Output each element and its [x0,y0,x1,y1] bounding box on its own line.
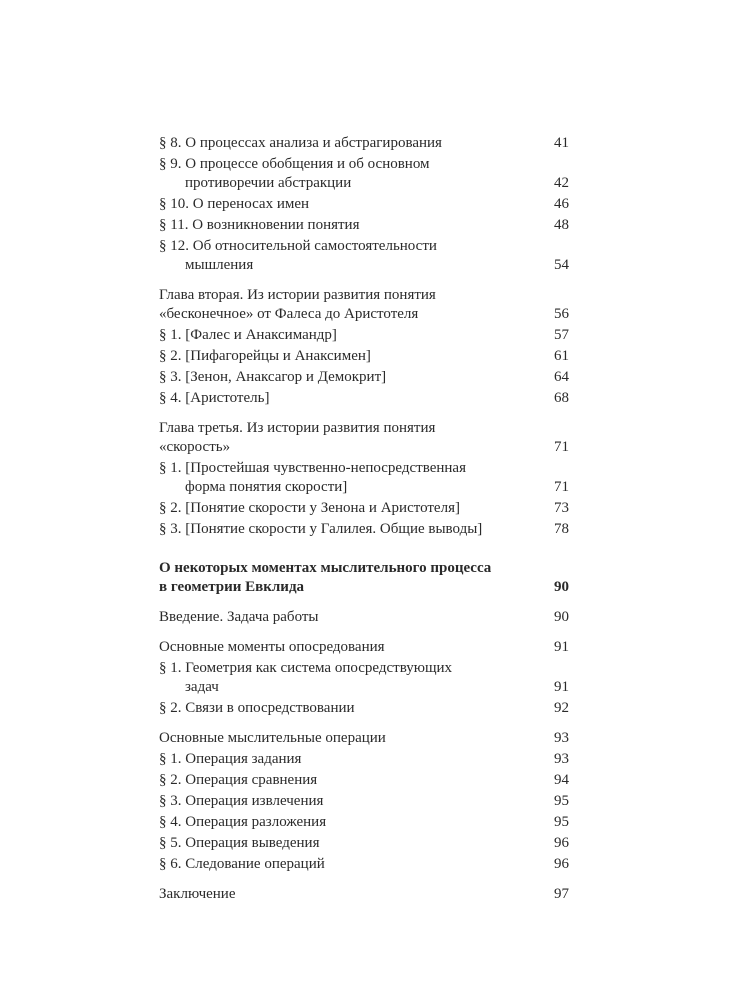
toc-entry-title: § 8. О процессах анализа и абстрагирования [159,135,442,151]
toc-entry [159,237,569,275]
toc-entry-title: Заключение [159,886,236,902]
toc-entry [159,326,569,345]
toc-entry-title: § 2. Операция сравнения [159,772,318,788]
toc-entry-title: § 3. [Зенон, Анаксагор и Демокрит] [159,369,387,385]
toc-chapter-entry [159,286,569,324]
toc-entry-page: 54 [554,257,569,273]
section-gap [159,599,569,608]
section-gap [159,277,569,286]
toc-entry-title: Основные моменты опосредования [159,639,385,655]
toc-entry-page: 46 [554,196,569,212]
toc-entry-page: 90 [554,609,569,625]
toc-entry-title-line2: форма понятия скорости] [185,479,348,495]
toc-entry-page: 95 [554,814,569,830]
toc-chapter-entry [159,419,569,457]
toc-entry-page: 42 [554,175,569,191]
section-gap [159,876,569,885]
toc-entry [159,813,569,832]
toc-entry-title-line2: задач [185,679,219,695]
toc-entry-title: § 2. Связи в опосредствовании [159,700,355,716]
toc-entry-page: 73 [554,500,569,516]
toc-entry-page: 96 [554,835,569,851]
toc-entry [159,885,569,904]
toc-entry-page: 64 [554,369,569,385]
toc-entry-title [159,286,545,324]
toc-entry-page: 93 [554,751,569,767]
toc-entry-page: 97 [554,886,569,902]
toc-entry [159,368,569,387]
toc-entry-page: 96 [554,856,569,872]
toc-entry-title: § 1. [Фалес и Анаксимандр] [159,327,337,343]
toc-entry [159,771,569,790]
toc-entry [159,389,569,408]
toc-entry-title-line2: мышления [185,257,254,273]
toc-entry-title: § 6. Следование операций [159,856,325,872]
toc-entry-page: 71 [554,439,569,455]
toc-entry-title-line1: § 1. Геометрия как система опосредствующих [159,660,453,676]
toc-entry-title: Введение. Задача работы [159,609,319,625]
toc-entry-title-line1: § 9. О процессе обобщения и об основном [159,156,430,172]
toc-entry-page: 92 [554,700,569,716]
toc-entry-title-line1: Глава третья. Из истории развития понятия [159,420,436,436]
toc-entry [159,638,569,657]
toc-entry [159,347,569,366]
toc-entry [159,499,569,518]
toc-entry-title-line1: Глава вторая. Из истории развития понятия [159,287,436,303]
toc-entry-title-line2: в геометрии Евклида [159,579,305,595]
toc-entry-title: § 10. О переносах имен [159,196,310,212]
toc-entry-title-line2: противоречии абстракции [185,175,352,191]
toc-entry-page: 91 [554,679,569,695]
toc-entry [159,459,569,497]
toc-entry [159,750,569,769]
toc-entry-title-line1: § 1. [Простейшая чувственно-непосредственная [159,460,466,476]
toc-entry-page: 56 [554,306,569,322]
toc-entry [159,216,569,235]
toc-entry [159,195,569,214]
toc-entry-title: § 4. Операция разложения [159,814,327,830]
toc-entry-title: § 2. [Пифагорейцы и Анаксимен] [159,348,371,364]
section-gap [159,720,569,729]
toc-entry-page: 48 [554,217,569,233]
toc-entry-title [159,419,545,457]
section-gap [159,410,569,419]
toc-entry-title [159,659,545,697]
toc-entry [159,699,569,718]
toc-entry [159,659,569,697]
toc-entry-title-line1: § 12. Об относительной самостоятельности [159,238,437,254]
toc-entry-title [159,559,545,597]
toc-entry-title-line1: О некоторых моментах мыслительного процесса [159,560,492,576]
toc-entry-title [159,459,545,497]
toc-entry-page: 57 [554,327,569,343]
toc-entry-page: 71 [554,479,569,495]
toc-entry-page: 93 [554,730,569,746]
toc-entry-title: § 5. Операция выведения [159,835,320,851]
toc-entry [159,792,569,811]
toc-entry-title: § 2. [Понятие скорости у Зенона и Аристотеля] [159,500,460,516]
toc-entry-title: § 11. О возникновении понятия [159,217,360,233]
toc-entry-page: 90 [554,579,569,595]
toc-entry [159,608,569,627]
toc-entry-page: 41 [554,135,569,151]
toc-entry-page: 95 [554,793,569,809]
toc-entry-page: 78 [554,521,569,537]
toc-entry-title: § 1. Операция задания [159,751,302,767]
toc-entry [159,520,569,539]
toc-entry-title [159,237,545,275]
toc-entry [159,729,569,748]
table-of-contents [159,134,569,906]
toc-entry-page: 94 [554,772,569,788]
toc-entry-title: § 4. [Аристотель] [159,390,270,406]
section-gap [159,629,569,638]
toc-entry-title: Основные мыслительные операции [159,730,386,746]
section-gap [159,541,569,559]
toc-entry-title: § 3. Операция извлечения [159,793,324,809]
toc-entry-page: 91 [554,639,569,655]
toc-entry [159,155,569,193]
toc-entry [159,855,569,874]
toc-entry-title-line2: «скорость» [159,439,231,455]
toc-entry-page: 68 [554,390,569,406]
toc-entry [159,834,569,853]
toc-entry-title: § 3. [Понятие скорости у Галилея. Общие выводы] [159,521,483,537]
toc-part-entry [159,559,569,597]
toc-entry-page: 61 [554,348,569,364]
toc-entry [159,134,569,153]
toc-entry-title-line2: «бесконечное» от Фалеса до Аристотеля [159,306,419,322]
toc-entry-title [159,155,545,193]
